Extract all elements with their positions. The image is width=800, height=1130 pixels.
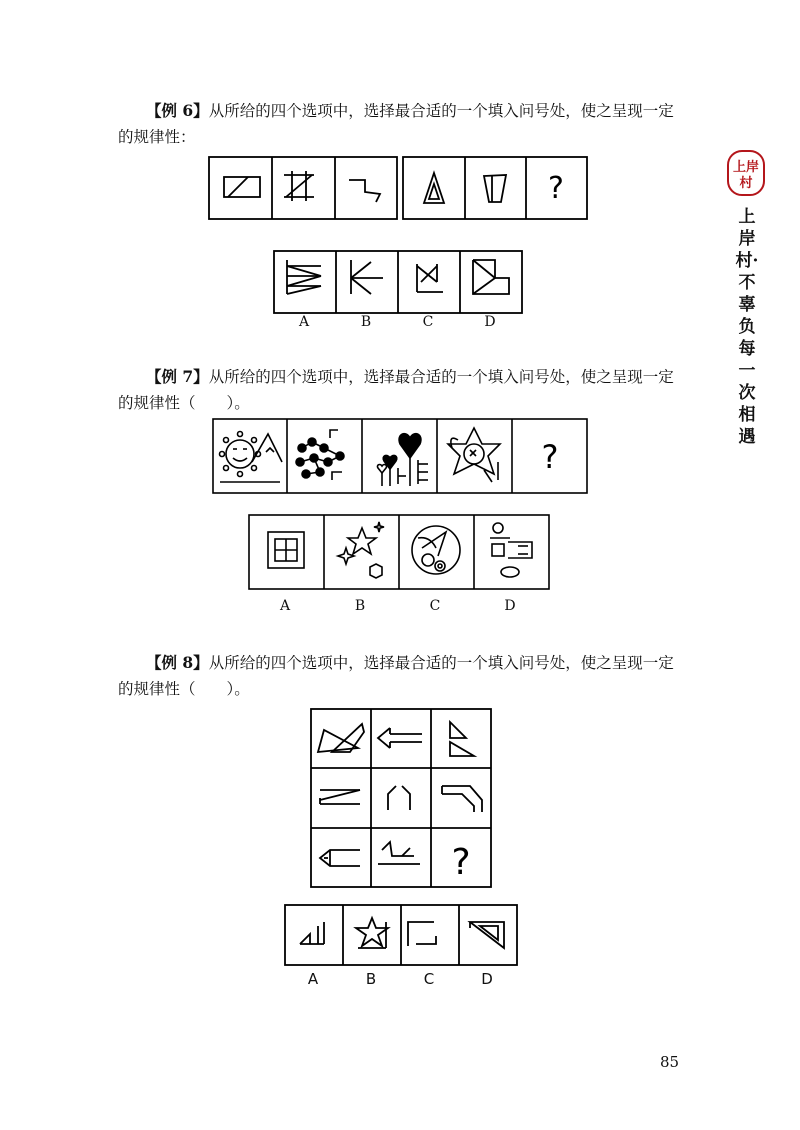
question-8-text: 从所给的四个选项中，选择最合适的一个填入问号处，使之呈现一定的规律性（ ）。: [118, 654, 674, 698]
question-8-option-d-label: D: [481, 970, 493, 988]
question-7-options: [248, 514, 550, 590]
seal-logo: [727, 150, 765, 196]
question-7-stem: [118, 364, 678, 416]
svg-text:上岸: 上岸: [732, 160, 760, 175]
question-8-option-a-label: A: [307, 970, 319, 988]
question-7-option-c-label: C: [429, 598, 441, 614]
side-slogan: 上岸村·不辜负每一次相遇: [735, 207, 759, 447]
question-6-options: [273, 250, 523, 314]
question-8-grid: [310, 708, 492, 888]
question-7-sequence: [212, 418, 588, 494]
svg-text:村: 村: [739, 176, 753, 191]
question-7-tag: 【例 7】: [146, 367, 209, 386]
question-6-option-c-label: C: [422, 314, 434, 330]
question-8-option-c-label: C: [423, 970, 435, 988]
question-6-text: 从所给的四个选项中，选择最合适的一个填入问号处，使之呈现一定的规律性：: [118, 102, 674, 146]
question-6-option-d-label: D: [484, 314, 496, 330]
question-8-option-b-label: B: [365, 970, 377, 988]
question-6-option-a-label: A: [298, 314, 310, 330]
question-7-option-b-label: B: [354, 598, 366, 614]
question-7-option-a-label: A: [279, 598, 291, 614]
page-number: 85: [660, 1053, 680, 1071]
question-6-option-b-label: B: [360, 314, 372, 330]
question-6-tag: 【例 6】: [146, 101, 209, 120]
question-7-question-mark: ?: [541, 438, 559, 476]
question-6-stem: [118, 98, 678, 150]
question-6-question-mark: ?: [548, 171, 564, 206]
question-7-text: 从所给的四个选项中，选择最合适的一个填入问号处，使之呈现一定的规律性（ ）。: [118, 368, 674, 412]
question-8-stem: [118, 650, 678, 702]
question-7-option-d-label: D: [504, 598, 516, 614]
question-8-question-mark: ?: [451, 842, 471, 883]
question-6-sequence: [208, 156, 588, 220]
question-8-tag: 【例 8】: [146, 653, 209, 672]
question-8-options: [284, 904, 518, 966]
